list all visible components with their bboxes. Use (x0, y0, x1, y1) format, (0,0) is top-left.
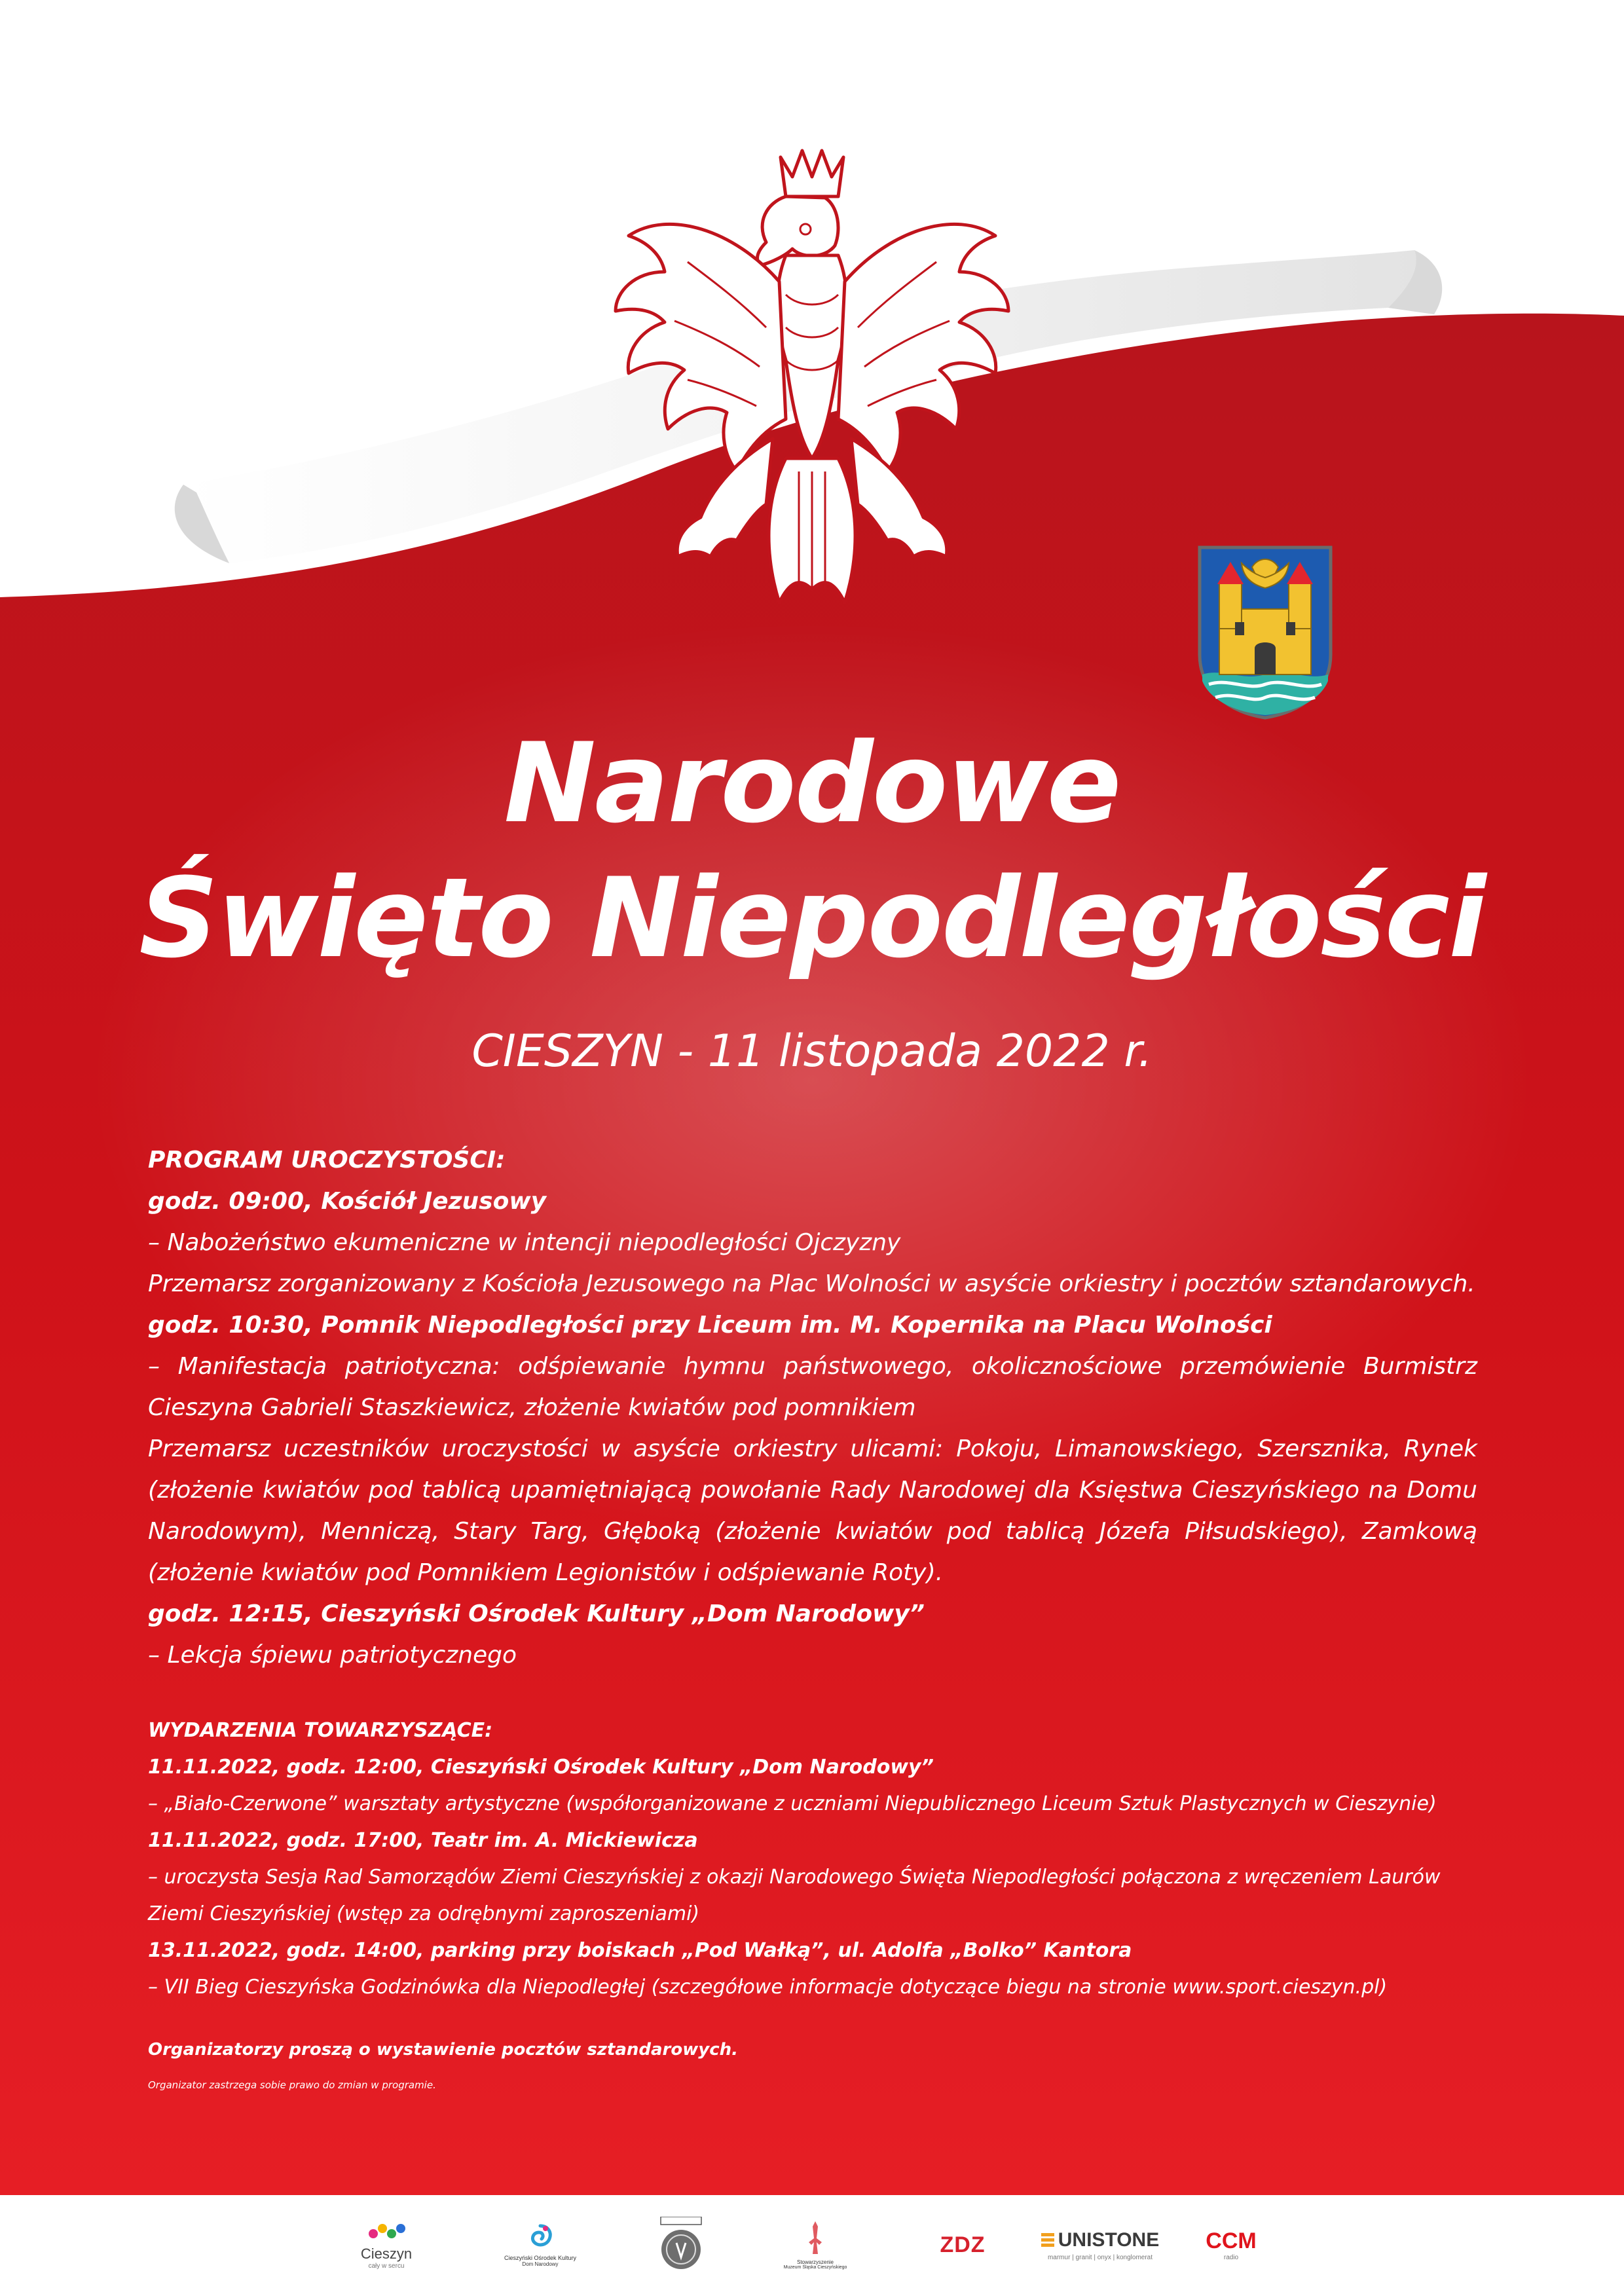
request-note: Organizatorzy proszą o wystawienie pocztów sztandarowych. (148, 2040, 739, 2060)
events-heading: WYDARZENIA TOWARZYSZĄCE: (148, 1719, 493, 1742)
program-item-time: godz. 12:15, Cieszyński Ośrodek Kultury „Dom Narodowy” (148, 1600, 925, 1627)
event-item-line: – uroczysta Sesja Rad Samorządów Ziemi Cieszyńskiej z okazji Narodowego Święta Niepodległości połączona z wręczeniem Laurów Ziemi Cieszyńskiej (wstęp za odrębnymi zaproszeniami) (148, 1866, 1441, 1925)
sponsor-ccm (1198, 2215, 1264, 2275)
cok-swirl-icon (526, 2223, 555, 2252)
ccm-tagline: radio (1223, 2254, 1239, 2261)
program-item-time: godz. 09:00, Kościół Jezusowy (148, 1188, 547, 1215)
museum-line-2: Muzeum Śląska Cieszyńskiego (783, 2265, 847, 2270)
unistone-stripes-icon (1041, 2232, 1056, 2249)
sponsor-cok (494, 2215, 586, 2275)
title-line-2: Święto Niepodległości (139, 854, 1485, 982)
event-item-time: 13.11.2022, godz. 14:00, parking przy boiskach „Pod Wałką”, ul. Adolfa „Bolko” Kantora (148, 1939, 1132, 1962)
ccm-logo-name: CCM (1206, 2228, 1257, 2253)
program-item-line: Przemarsz uczestników uroczystości w asyście orkiestry ulicami: Pokoju, Limanowskiego, Szersznika, Rynek (złożenie kwiatów pod tablicą upamiętniającą powołanie Rady Narodowej dla Księstwa Cieszyńskiego na Domu Narodowym), Menniczą, Stary Targ, Głęboką (złożenie kwiatów pod tablicą Józefa Piłsudskiego), Zamkową (złożenie kwiatów pod Pomnikiem Legionistów i odśpiewanie Roty). (148, 1435, 1477, 1586)
polish-eagle-emblem (589, 131, 1035, 668)
event-item-line: – VII Bieg Cieszyńska Godzinówka dla Niepodległej (szczegółowe informacje dotyczące biegu na stronie www.sport.cieszyn.pl) (148, 1976, 1388, 1999)
seal-icon (658, 2217, 704, 2273)
cieszyn-dots-icon (360, 2221, 413, 2243)
cok-line-2: Dom Narodowy (522, 2261, 559, 2267)
unistone-logo-name: UNISTONE (1058, 2228, 1160, 2251)
event-item-time: 11.11.2022, godz. 17:00, Teatr im. A. Mickiewicza (148, 1829, 698, 1852)
program-item-line: – Manifestacja patriotyczna: odśpiewanie hymnu państwowego, okolicznościowe przemówienie Burmistrz Cieszyna Gabrieli Staszkiewicz, złożenie kwiatów pod pomnikiem (148, 1353, 1477, 1421)
event-item-line: – „Biało-Czerwone” warsztaty artystyczne (współorganizowane z uczniami Niepublicznego Liceum Sztuk Plastycznych w Cieszynie) (148, 1792, 1437, 1815)
program-item-line: Przemarsz zorganizowany z Kościoła Jezusowego na Plac Wolności w asyście orkiestry i pocztów sztandarowych. (148, 1270, 1475, 1297)
cieszyn-logo-name: Cieszyn (360, 2245, 413, 2262)
notes (148, 2040, 738, 2091)
cieszyn-logo-tagline: cały w sercu (368, 2262, 405, 2270)
sponsor-unistone (1028, 2215, 1172, 2275)
cok-line-1: Cieszyński Ośrodek Kultury (504, 2254, 577, 2261)
program-content (148, 1139, 1477, 2006)
program-item-line: – Nabożeństwo ekumeniczne w intencji niepodległości Ojczyzny (148, 1229, 901, 1256)
program-item-time: godz. 10:30, Pomnik Niepodległości przy Liceum im. M. Kopernika na Placu Wolności (148, 1312, 1272, 1339)
program-heading: PROGRAM UROCZYSTOŚCI: (148, 1147, 506, 1174)
museum-line-1: Stowarzyszenie (796, 2259, 834, 2265)
sponsor-bar (0, 2195, 1624, 2292)
zdz-logo-name: ZDZ (940, 2232, 986, 2257)
sponsor-seal (655, 2215, 707, 2275)
monument-icon (802, 2220, 828, 2257)
sponsor-zdz (930, 2215, 995, 2275)
unistone-tagline: marmur | granit | onyx | konglomerat (1047, 2253, 1153, 2261)
subtitle-date: CIESZYN - 11 listopada 2022 r. (471, 1026, 1153, 1077)
event-item-time: 11.11.2022, godz. 12:00, Cieszyński Ośrodek Kultury „Dom Narodowy” (148, 1756, 934, 1779)
cieszyn-coat-of-arms (1196, 544, 1335, 720)
disclaimer-note: Organizator zastrzega sobie prawo do zmian w programie. (148, 2079, 436, 2091)
title-line-1: Narodowe (504, 719, 1120, 847)
sponsor-museum (776, 2215, 855, 2275)
sponsor-cieszyn (350, 2215, 422, 2275)
program-item-line: – Lekcja śpiewu patriotycznego (148, 1642, 517, 1669)
